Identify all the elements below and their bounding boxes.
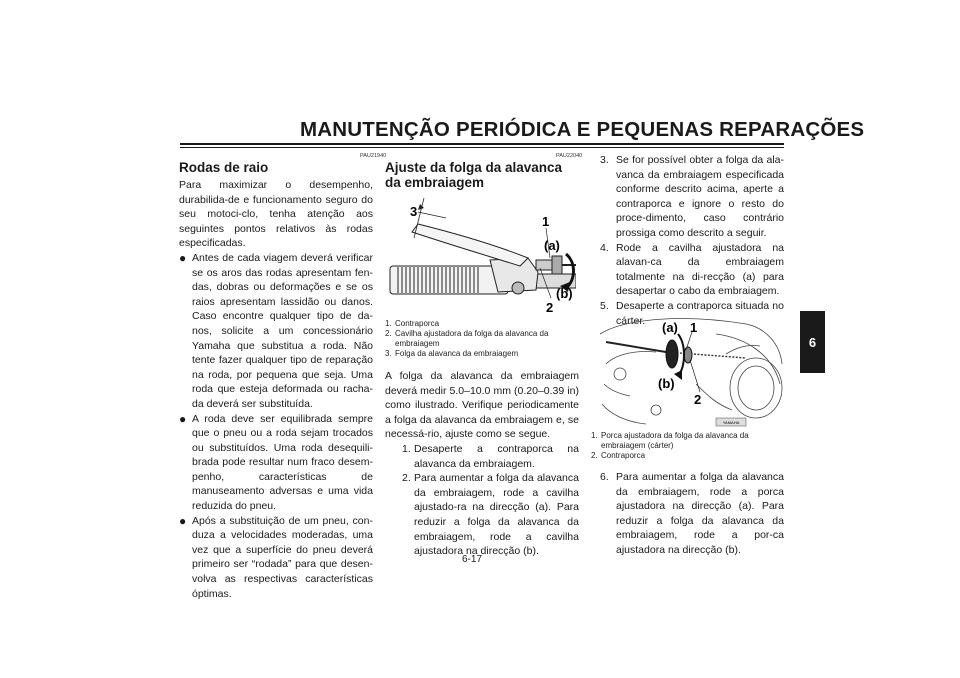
section-code: PAU22040: [556, 153, 583, 159]
clutch-cable: [606, 342, 666, 352]
step-item: 5. Desaperte a contraporca situada no cárter.: [600, 299, 784, 327]
bullet-item: ● Após a substituição de um pneu, con-duza a velocidades moderadas, uma vez que a superfície do pneu deverá primeiro ser “rodada” para que desen-volva as respectivas características óptimas.: [179, 513, 373, 600]
header-rule-thin: [180, 147, 784, 148]
clutch-lever-figure: [388, 194, 576, 316]
grip-ribs: [398, 267, 478, 293]
locknut: [684, 347, 692, 363]
figure-label-b: (b): [556, 286, 573, 301]
page-title: MANUTENÇÃO PERIÓDICA E PEQUENAS REPARAÇÕES: [300, 118, 865, 141]
figure-label-1: 1: [542, 214, 550, 229]
section-heading: Rodas de raio: [179, 160, 269, 175]
bullet-icon: ●: [179, 513, 187, 528]
bullet-item: ● A roda deve ser equilibrada sempre que o pneu ou a roda sejam trocados ou substituídos. Uma roda desequili-brada pode resultar num fraco desem-penho, características de manuseamento adversas e uma vida reduzida do pneu.: [179, 411, 373, 513]
figure-label-2: 2: [546, 300, 554, 315]
crankcase-figure: [596, 314, 784, 428]
section-code: PAU21940: [360, 153, 387, 159]
bullet-item: ● Antes de cada viagem deverá verificar se os aros das rodas apresentam fen-das, dobras ou deformações e se os raios apresentam lassidão ou danos. Caso encontre qualquer tipo de da-nos, solicite a um concessionário Yamaha que substitua a roda. Não tente fazer qualquer tipo de reparação na roda, por pequena que seja. Uma roda que esteja deformada ou racha-da deverá ser substituída.: [179, 250, 373, 410]
right-column-steps: [600, 153, 784, 328]
section-heading: Ajuste da folga da alavanca da embraiagem: [385, 160, 563, 190]
figure-label-a: (a): [544, 238, 560, 253]
arrow-head-icon: [674, 370, 682, 380]
bullet-icon: ●: [179, 411, 187, 426]
page-number: 6-17: [462, 554, 483, 565]
step-item: 3. Se for possível obter a folga da ala-vanca da embraiagem especificada conforme descrito acima, aperte a contraporca e ignore o resto do proce-dimento, caso contrário prossiga como descrito a seguir.: [600, 154, 784, 239]
step-item: 6. Para aumentar a folga da alavanca da embraiagem, rode a porca ajustadora na direcção (a). Para reduzir a folga da alavanca da embraiagem, rode a por-ca ajustadora na direcção (b).: [600, 471, 784, 556]
caption-item: 1. Porca ajustadora da folga da alavanca da embraiagem (cárter): [591, 431, 749, 450]
adjuster-bolt: [536, 260, 554, 270]
figure-label-a: (a): [662, 320, 678, 335]
figure-label-3: 3: [410, 204, 418, 219]
lever-pivot: [512, 282, 524, 294]
figure-label-2: 2: [694, 392, 702, 407]
clutch-lever: [412, 224, 528, 266]
figure-label-b: (b): [658, 376, 675, 391]
figure-caption: [385, 319, 579, 359]
caption-item: 3. Folga da alavanca da embraiagem: [385, 349, 519, 358]
intro-paragraph: Para maximizar o desempenho, durabilida-de e funcionamento seguro do seu motoci-clo, tenha atenção aos seguintes pontos relativos às rodas especificadas.: [179, 179, 373, 250]
figure-caption: [591, 431, 785, 461]
locknut: [552, 256, 562, 274]
caption-item: 2. Contraporca: [591, 451, 646, 460]
middle-column-text: [385, 369, 579, 559]
caption-item: 2. Cavilha ajustadora da folga da alavanca da embraiagem: [385, 329, 549, 348]
step-item: 2. Para aumentar a folga da alavanca da embraiagem, rode a cavilha ajustado-ra na direcção (a). Para reduzir a folga da alavanca da embraiagem, rode a cavilha ajustadora na direcção (b).: [402, 472, 579, 558]
right-column-step6: [600, 470, 784, 558]
figure-label-1: 1: [690, 320, 698, 335]
bullet-icon: ●: [179, 250, 187, 265]
rotation-arrow-icon: [678, 334, 684, 376]
caption-item: 1. Contraporca: [385, 319, 440, 328]
freeplay-paragraph: A folga da alavanca da embraiagem deverá medir 5.0–10.0 mm (0.20–0.39 in) como ilustrado. Verifique periodicamente a folga da alavanca da embraiagem e, se necessá-rio, ajuste como se segue.: [385, 370, 579, 441]
handlebar-grip: [390, 266, 508, 294]
left-column-text: [179, 178, 373, 601]
header-rule: [180, 143, 784, 145]
step-item: 1. Desaperte a contraporca na alavanca da embraiagem.: [402, 442, 579, 470]
step-item: 4. Rode a cavilha ajustadora na alavan-ca da embraiagem totalmente na di-recção (a) para desapertar o cabo da embraiagem.: [600, 241, 784, 298]
engine-plate-text: YAMAHA: [722, 420, 740, 425]
adjusting-nut: [666, 340, 678, 368]
chapter-tab: 6: [800, 311, 825, 373]
